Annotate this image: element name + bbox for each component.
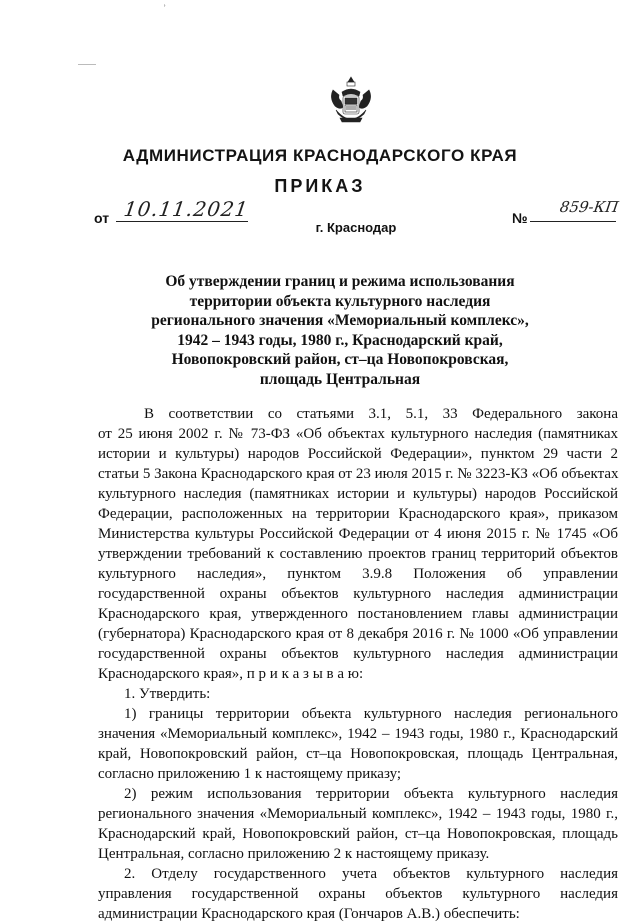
coat-of-arms-emblem [328, 76, 374, 128]
body-line: значения «Мемориальный комплекс», 1942 – 1943 годы, 1980 г., Краснодарский [98, 726, 618, 742]
body-line: Краснодарский край, Новопокровский район, ст–ца Новопокровская, площадь [98, 826, 618, 842]
body-line: государственной охраны объектов культурного наследия администрации [98, 586, 618, 602]
number-label: № [512, 210, 528, 226]
body-line: Центральная, согласно приложению 2 к настоящему приказу. [98, 846, 490, 862]
title-line: 1942 – 1943 годы, 1980 г., Краснодарский край, [177, 331, 503, 349]
body-line: культурного наследия (памятниках истории и культуры) народов Российской [98, 486, 618, 502]
body-line: регионального значения «Мемориальный комплекс», 1942 – 1943 годы, 1980 г., [98, 806, 618, 822]
body-line: управления государственной охраны объектов культурного наследия [98, 886, 618, 902]
body-line: согласно приложению 1 к настоящему приказу; [98, 766, 402, 782]
body-line: Федерации, расположенных на территории Краснодарского края», приказом [98, 506, 618, 522]
title-line: площадь Центральная [259, 370, 421, 388]
document-title [120, 272, 560, 389]
body-line: статьи 5 Закона Краснодарского края от 23 июля 2015 г. № 3223-КЗ «Об объектах [98, 466, 619, 482]
date-label: от [94, 210, 110, 226]
scan-mark: ʾ [163, 4, 167, 15]
body-line: 2) режим использования территории объекта культурного наследия [124, 786, 618, 802]
handwritten-date: 10.11.2021 [122, 197, 251, 221]
document-body [98, 404, 618, 924]
body-line: Министерства культуры Российской Федерации от 4 июня 2015 г. № 1745 «Об [98, 526, 618, 542]
title-line: Новопокровский район, ст–ца Новопокровская, [171, 351, 509, 368]
body-line: 1) границы территории объекта культурного наследия регионального [124, 706, 618, 722]
body-line: утверждении требований к составлению проектов границ территорий объектов [98, 546, 618, 562]
body-line: Краснодарского края», п р и к а з ы в а ю: [98, 666, 364, 682]
title-line: Об утверждении границ и режима использования [165, 273, 515, 290]
title-line: территории объекта культурного наследия [189, 292, 491, 310]
body-line: культурного наследия», пунктом 3.9.8 Положения об управлении [98, 566, 618, 582]
body-line: В соответствии со статьями 3.1, 5.1, 33 Федерального закона [144, 406, 618, 422]
body-line: государственной охраны объектов культурного наследия администрации [98, 646, 618, 662]
body-line: администрации Краснодарского края (Гончаров А.В.) обеспечить: [98, 906, 520, 922]
body-line: 1. Утвердить: [124, 686, 211, 702]
organization-header: АДМИНИСТРАЦИЯ КРАСНОДАРСКОГО КРАЯ [122, 146, 518, 165]
title-line: регионального значения «Мемориальный комплекс», [151, 312, 529, 329]
handwritten-number: 859-КП [558, 198, 620, 216]
body-line: истории и культуры) народов Российской Федерации», пунктом 29 части 2 [98, 446, 618, 462]
body-line: Краснодарского края, утвержденного постановлением главы администрации [98, 606, 618, 622]
scan-dash [78, 64, 96, 65]
document-type-header: ПРИКАЗ [274, 176, 366, 196]
city-label: г. Краснодар [315, 220, 397, 235]
body-line: от 25 июня 2002 г. № 73-ФЗ «Об объектах культурного наследия (памятниках [98, 426, 618, 442]
body-line: 2. Отделу государственного учета объектов культурного наследия [124, 866, 618, 882]
body-line: край, Новопокровский район, ст–ца Новопокровская, площадь Центральная, [98, 746, 618, 762]
body-line: (губернатора) Краснодарского края от 8 декабря 2016 г. № 1000 «Об управлении [98, 626, 618, 642]
